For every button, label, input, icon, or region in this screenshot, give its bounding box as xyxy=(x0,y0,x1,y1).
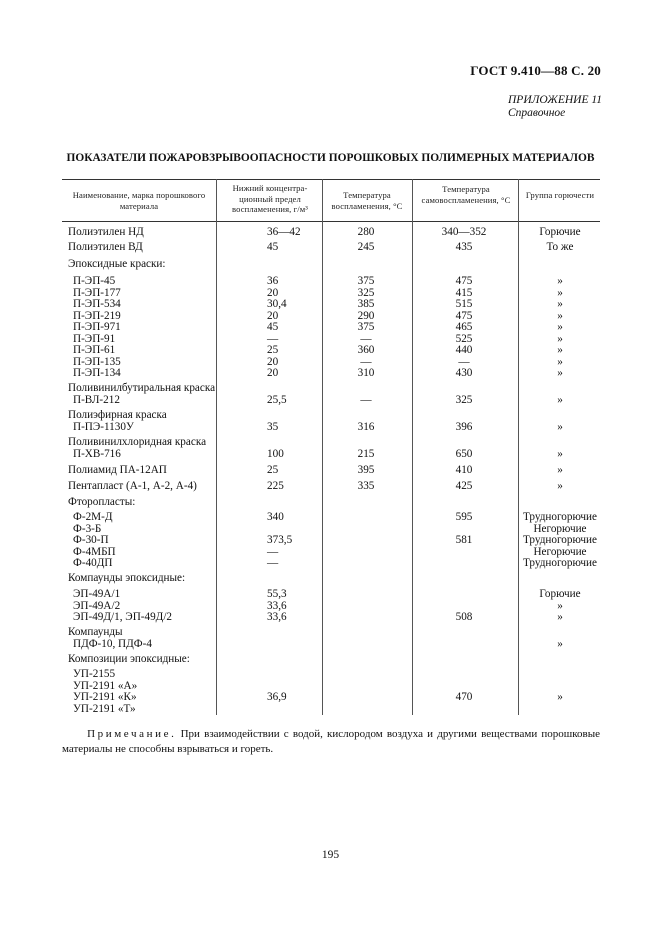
table-cell: Ф-40ДП xyxy=(73,557,113,569)
table-cell: П-ЭП-177 xyxy=(73,286,121,299)
table-group-heading: Полиэфирная краска xyxy=(68,409,167,421)
table-cell: 36—42 xyxy=(267,226,301,238)
table-cell: 470 xyxy=(455,691,473,703)
table-cell: Негорючие xyxy=(533,522,587,535)
table-cell: 440 xyxy=(455,344,473,356)
table-cell: Полиамид ПА-12АП xyxy=(68,464,167,476)
table-cell: — xyxy=(360,394,372,406)
table-cell: Трудногорючие xyxy=(522,511,598,523)
appendix-label: ПРИЛОЖЕНИЕ 11 xyxy=(508,94,603,106)
table-cell: П-ЭП-45 xyxy=(73,275,116,287)
column-header-material: Наименование, марка порошкового материала xyxy=(72,190,206,211)
table-cell: » xyxy=(557,298,563,310)
table-cell: 280 xyxy=(357,226,375,238)
table-group-heading: Фторопласты: xyxy=(68,496,136,508)
table-cell: » xyxy=(557,394,563,406)
column-divider xyxy=(216,179,217,715)
appendix-block xyxy=(508,94,602,120)
table-cell: » xyxy=(557,480,563,492)
table-cell: УП-2155 xyxy=(73,668,116,680)
table-cell: » xyxy=(557,332,563,345)
table-cell: — xyxy=(360,332,372,345)
footnote-text: При взаимодействии с водой, кислородом воздуха и другими веществами порошковые материалы не способны взрываться и гореть. xyxy=(62,728,600,755)
table-cell: 340 xyxy=(267,511,284,523)
table-group-heading: Компаунды xyxy=(68,626,123,638)
data-table xyxy=(62,179,600,715)
table-cell: 515 xyxy=(455,298,473,310)
table-cell: — xyxy=(267,557,279,569)
header-bottom-rule xyxy=(62,221,600,222)
table-cell: Ф-30-П xyxy=(73,534,109,546)
table-cell: ЭП-49Д/1, ЭП-49Д/2 xyxy=(73,611,173,623)
table-cell: » xyxy=(557,344,563,356)
table-cell: 36 xyxy=(267,275,279,287)
table-cell: 25 xyxy=(267,344,279,356)
footnote-label: Примечание. xyxy=(87,728,177,740)
table-cell: 45 xyxy=(267,241,279,253)
column-divider xyxy=(322,179,323,715)
table-cell: 325 xyxy=(455,394,473,406)
table-cell: — xyxy=(458,355,470,368)
table-cell: — xyxy=(360,355,372,368)
table-cell: 45 xyxy=(267,321,279,333)
table-cell: УП-2191 «К» xyxy=(73,691,137,703)
page-number: 195 xyxy=(321,849,340,861)
table-cell: » xyxy=(557,421,563,433)
table-cell: 325 xyxy=(357,286,375,299)
table-cell: 410 xyxy=(455,464,473,476)
table-cell: 100 xyxy=(267,448,284,460)
table-cell: 581 xyxy=(455,534,473,546)
table-cell: » xyxy=(557,599,563,612)
table-cell: » xyxy=(557,448,563,460)
table-cell: Трудногорючие xyxy=(522,557,598,569)
column-divider xyxy=(412,179,413,715)
table-cell: 316 xyxy=(357,421,375,433)
table-cell: П-ЭП-134 xyxy=(73,367,121,379)
table-cell: » xyxy=(557,309,563,322)
table-cell: 20 xyxy=(267,286,279,299)
table-cell: » xyxy=(557,286,563,299)
table-group-heading: Поливинилбутиральная краска xyxy=(68,382,216,394)
table-cell: Горючие xyxy=(539,588,581,600)
table-cell: 55,3 xyxy=(267,588,287,600)
table-cell: 595 xyxy=(455,511,473,523)
table-cell: П-ЭП-534 xyxy=(73,298,121,310)
table-cell: 225 xyxy=(267,480,284,492)
table-cell: 415 xyxy=(455,286,473,299)
table-cell: 375 xyxy=(357,275,375,287)
table-cell: Горючие xyxy=(539,226,581,238)
column-header-ignition-temp: Температура воспламенения, °С xyxy=(331,190,403,211)
table-group-heading: Компаунды эпоксидные: xyxy=(68,572,186,584)
column-header-autoignition-temp: Температура самовоспламенения, °С xyxy=(421,184,511,205)
table-cell: 25,5 xyxy=(267,394,287,406)
table-cell: Полиэтилен ВД xyxy=(68,241,143,253)
table-cell: УП-2191 «Т» xyxy=(73,702,136,715)
table-cell: 310 xyxy=(357,367,375,379)
table-cell: ЭП-49А/1 xyxy=(73,588,121,600)
table-cell: 475 xyxy=(455,309,473,322)
table-cell: 20 xyxy=(267,355,279,368)
table-cell: УП-2191 «А» xyxy=(73,679,138,692)
table-cell: 650 xyxy=(455,448,473,460)
table-cell: » xyxy=(557,637,563,650)
table-cell: 340—352 xyxy=(441,226,487,238)
table-cell: 465 xyxy=(455,321,473,333)
table-cell: П-ВЛ-212 xyxy=(73,394,120,406)
footnote xyxy=(62,727,600,757)
table-cell: 360 xyxy=(357,344,375,356)
table-group-heading: Поливинилхлоридная краска xyxy=(68,436,207,448)
table-cell: То же xyxy=(546,241,574,253)
table-cell: — xyxy=(267,545,279,558)
table-cell: 373,5 xyxy=(267,534,293,546)
table-group-heading: Эпоксидные краски: xyxy=(68,258,166,270)
appendix-status: Справочное xyxy=(508,107,566,119)
table-cell: П-ХВ-716 xyxy=(73,448,121,460)
table-cell: 36,9 xyxy=(267,691,287,703)
table-cell: 425 xyxy=(455,480,473,492)
table-cell: » xyxy=(557,691,563,703)
table-cell: Трудногорючие xyxy=(522,534,598,546)
table-top-rule xyxy=(62,179,600,180)
table-cell: » xyxy=(557,355,563,368)
table-cell: Пентапласт (А-1, А-2, А-4) xyxy=(68,480,197,492)
table-cell: 375 xyxy=(357,321,375,333)
table-group-heading: Композиции эпоксидные: xyxy=(68,653,190,665)
table-cell: П-ЭП-971 xyxy=(73,321,121,333)
table-cell: Ф-4МБП xyxy=(73,545,116,558)
table-cell: » xyxy=(557,464,563,476)
table-cell: 245 xyxy=(357,241,375,253)
document-header: ГОСТ 9.410—88 С. 20 xyxy=(470,63,601,78)
table-cell: 430 xyxy=(455,367,473,379)
table-cell: » xyxy=(557,275,563,287)
table-cell: Ф-3-Б xyxy=(73,522,102,535)
table-cell: » xyxy=(557,611,563,623)
table-cell: 508 xyxy=(455,611,473,623)
table-cell: 335 xyxy=(357,480,375,492)
table-cell: 25 xyxy=(267,464,279,476)
table-cell: 290 xyxy=(357,309,375,322)
table-cell: 20 xyxy=(267,309,279,322)
table-cell: 396 xyxy=(455,421,473,433)
column-header-flammability-group: Группа горючести xyxy=(525,190,595,200)
table-cell: — xyxy=(267,332,279,345)
table-cell: 33,6 xyxy=(267,599,287,612)
table-cell: 395 xyxy=(357,464,375,476)
table-cell: 525 xyxy=(455,332,473,345)
table-cell: 35 xyxy=(267,421,279,433)
table-title: ПОКАЗАТЕЛИ ПОЖАРОВЗРЫВООПАСНОСТИ ПОРОШКОВЫХ ПОЛИМЕРНЫХ МАТЕРИАЛОВ xyxy=(66,152,595,164)
table-cell: 20 xyxy=(267,367,279,379)
table-cell: 215 xyxy=(357,448,375,460)
table-cell: 30,4 xyxy=(267,298,287,310)
table-cell: 385 xyxy=(357,298,375,310)
table-cell: 33,6 xyxy=(267,611,287,623)
column-header-lower-limit: Нижний концентра-ционный предел воспламенения, г/м³ xyxy=(232,183,308,214)
table-cell: ПДФ-10, ПДФ-4 xyxy=(73,637,152,650)
table-cell: П-ПЭ-1130У xyxy=(73,421,134,433)
table-cell: 475 xyxy=(455,275,473,287)
table-cell: » xyxy=(557,321,563,333)
table-cell: Негорючие xyxy=(533,545,587,558)
table-cell: П-ЭП-135 xyxy=(73,355,121,368)
table-cell: П-ЭП-91 xyxy=(73,332,116,345)
table-cell: ЭП-49А/2 xyxy=(73,599,121,612)
table-cell: П-ЭП-219 xyxy=(73,309,121,322)
table-cell: » xyxy=(557,367,563,379)
table-cell: 435 xyxy=(455,241,473,253)
table-cell: П-ЭП-61 xyxy=(73,344,116,356)
table-cell: Полиэтилен НД xyxy=(68,226,144,238)
table-cell: Ф-2М-Д xyxy=(73,511,113,523)
column-divider xyxy=(518,179,519,715)
